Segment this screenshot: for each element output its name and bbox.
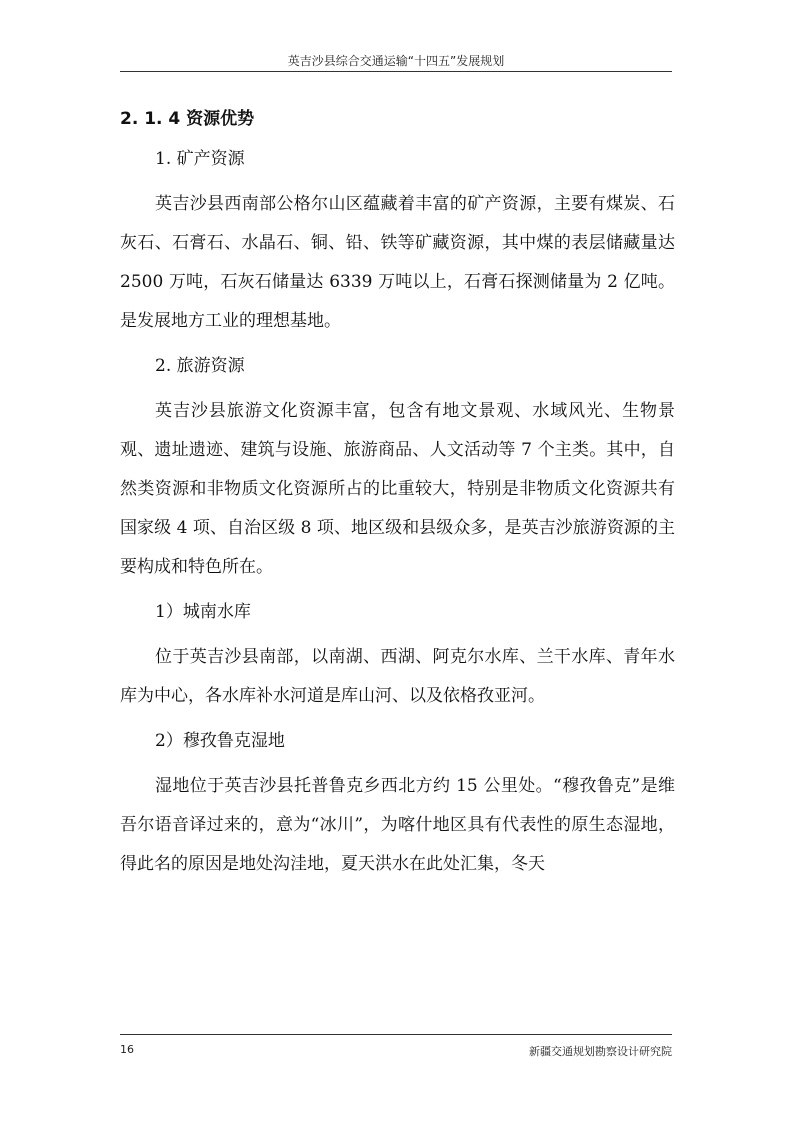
paragraph-tourism: 英吉沙县旅游文化资源丰富，包含有地文景观、水域风光、生物景观、遗址遗迹、建筑与设施、旅游商品、人文活动等 7 个主类。其中，自然类资源和非物质文化资源所占的比重较大，特别是非物质文化资源共有国家级 4 项、自治区级 8 项、地区级和县级众多，是英吉沙旅游资源的主要构成和特色所在。	[120, 401, 675, 577]
running-header: 英吉沙县综合交通运输“十四五”发展规划	[287, 54, 505, 68]
section-heading: 2. 1. 4 资源优势	[120, 109, 255, 129]
page-body	[120, 104, 675, 884]
page-number: 16	[120, 1043, 134, 1056]
subheading-mineral: 1. 矿产资源	[155, 149, 245, 169]
paragraph-wetland: 湿地位于英吉沙县托普鲁克乡西北方约 15 公里处。“穆孜鲁克”是维吾尔语音译过来的，意为“冰川”，为喀什地区具有代表性的原生态湿地，得此名的原因是地处沟洼地，夏天洪水在此处汇集，冬天	[120, 776, 675, 874]
subheading-reservoir: 1）城南水库	[155, 602, 251, 622]
subheading-tourism: 2. 旅游资源	[155, 356, 245, 376]
footer-organization: 新疆交通规划勘察设计研究院	[529, 1045, 672, 1058]
header-divider	[120, 71, 672, 72]
subheading-wetland: 2）穆孜鲁克湿地	[155, 731, 285, 751]
paragraph-mineral: 英吉沙县西南部公格尔山区蕴藏着丰富的矿产资源，主要有煤炭、石灰石、石膏石、水晶石、铜、铅、铁等矿藏资源，其中煤的表层储藏量达 2500 万吨，石灰石储量达 6339 万吨以上，石膏石探测储量为 2 亿吨。是发展地方工业的理想基地。	[120, 194, 675, 331]
footer-divider	[120, 1034, 672, 1035]
paragraph-reservoir: 位于英吉沙县南部，以南湖、西湖、阿克尔水库、兰干水库、青年水库为中心，各水库补水河道是库山河、以及依格孜亚河。	[120, 647, 675, 706]
